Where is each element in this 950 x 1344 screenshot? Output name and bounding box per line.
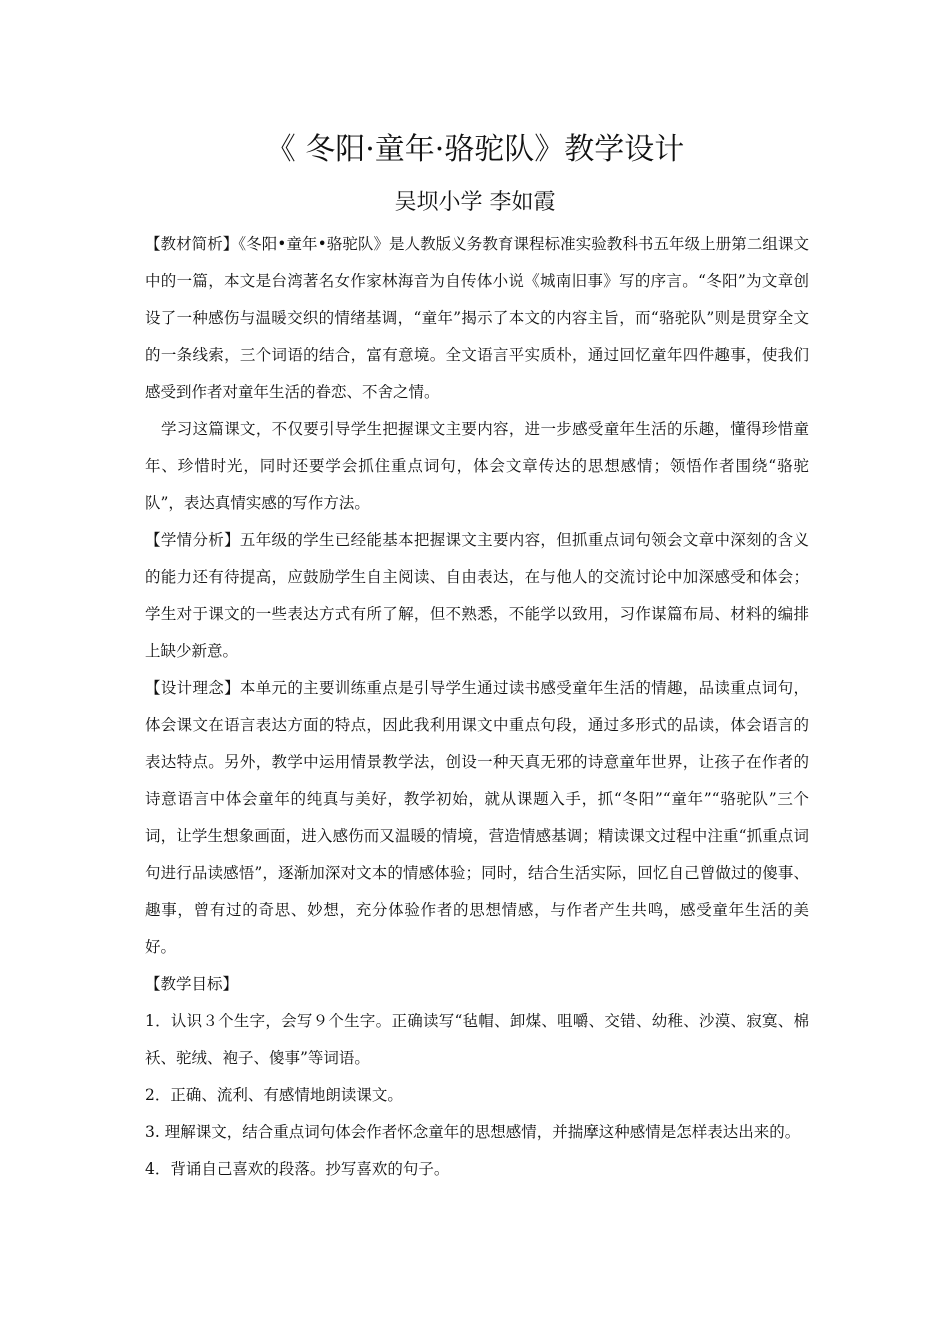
paragraph-design-concept: 【设计理念】本单元的主要训练重点是引导学生通过读书感受童年生活的情趣，品读重点词句，体会课文在语言表达方面的特点，因此我利用课文中重点句段，通过多形式的品读，体会语言的表达特点。另外，教学中运用情景教学法，创设一种天真无邪的诗意童年世界，让孩子在作者的诗意语言中体会童年的纯真与美好，教学初始，就从课题入手，抓“冬阳”“童年”“骆驼队”三个词，让学生想象画面，进入感伤而又温暖的情境，营造情感基调；精读课文过程中注重“抓重点词句进行品读感悟”，逐渐加深对文本的情感体验；同时，结合生活实际，回忆自己曾做过的傻事、趣事，曾有过的奇思、妙想，充分体验作者的思想情感，与作者产生共鸣，感受童年生活的美好。 <box>145 679 809 956</box>
paragraph-material-analysis: 【教材简析】《冬阳•童年•骆驼队》是人教版义务教育课程标准实验教科书五年级上册第二组课文中的一篇，本文是台湾著名女作家林海音为自传体小说《城南旧事》写的序言。“冬阳”为文章创设了一种感伤与温暖交织的情绪基调，“童年”揭示了本文的内容主旨，而“骆驼队”则是贯穿全文的一条线索，三个词语的结合，富有意境。全文语言平实质朴，通过回忆童年四件趣事，使我们感受到作者对童年生活的眷恋、不舍之情。 <box>145 235 809 401</box>
document-subtitle: 吴坝小学 李如霞 <box>394 190 556 215</box>
document-title: 《 冬阳·童年·骆驼队》教学设计 <box>265 132 685 167</box>
paragraph-goal-3: 3. 理解课文，结合重点词句体会作者怀念童年的思想感情，并揣摩这种感情是怎样表达出来的。 <box>145 1123 801 1141</box>
paragraph-goal-4: 4．背诵自己喜欢的段落。抄写喜欢的句子。 <box>145 1160 450 1178</box>
paragraph-teaching-goals-heading: 【教学目标】 <box>145 975 239 993</box>
paragraph-student-analysis: 【学情分析】五年级的学生已经能基本把握课文主要内容，但抓重点词句领会文章中深刻的含义的能力还有待提高，应鼓励学生自主阅读、自由表达，在与他人的交流讨论中加深感受和体会；学生对于课文的一些表达方式有所了解，但不熟悉，不能学以致用，习作谋篇布局、材料的编排上缺少新意。 <box>145 531 809 660</box>
paragraph-goal-1: 1．认识３个生字，会写９个生字。正确读写“毡帽、卸煤、咀嚼、交错、幼稚、沙漠、寂寞、棉袄、驼绒、袍子、傻事”等词语。 <box>145 1012 809 1067</box>
document-body <box>145 226 809 1188</box>
paragraph-goal-2: 2．正确、流利、有感情地朗读课文。 <box>145 1086 403 1104</box>
paragraph-learning-purpose: 学习这篇课文，不仅要引导学生把握课文主要内容，进一步感受童年生活的乐趣，懂得珍惜童年、珍惜时光，同时还要学会抓住重点词句，体会文章传达的思想感情；领悟作者围绕“骆驼队”，表达真情实感的写作方法。 <box>145 420 809 512</box>
